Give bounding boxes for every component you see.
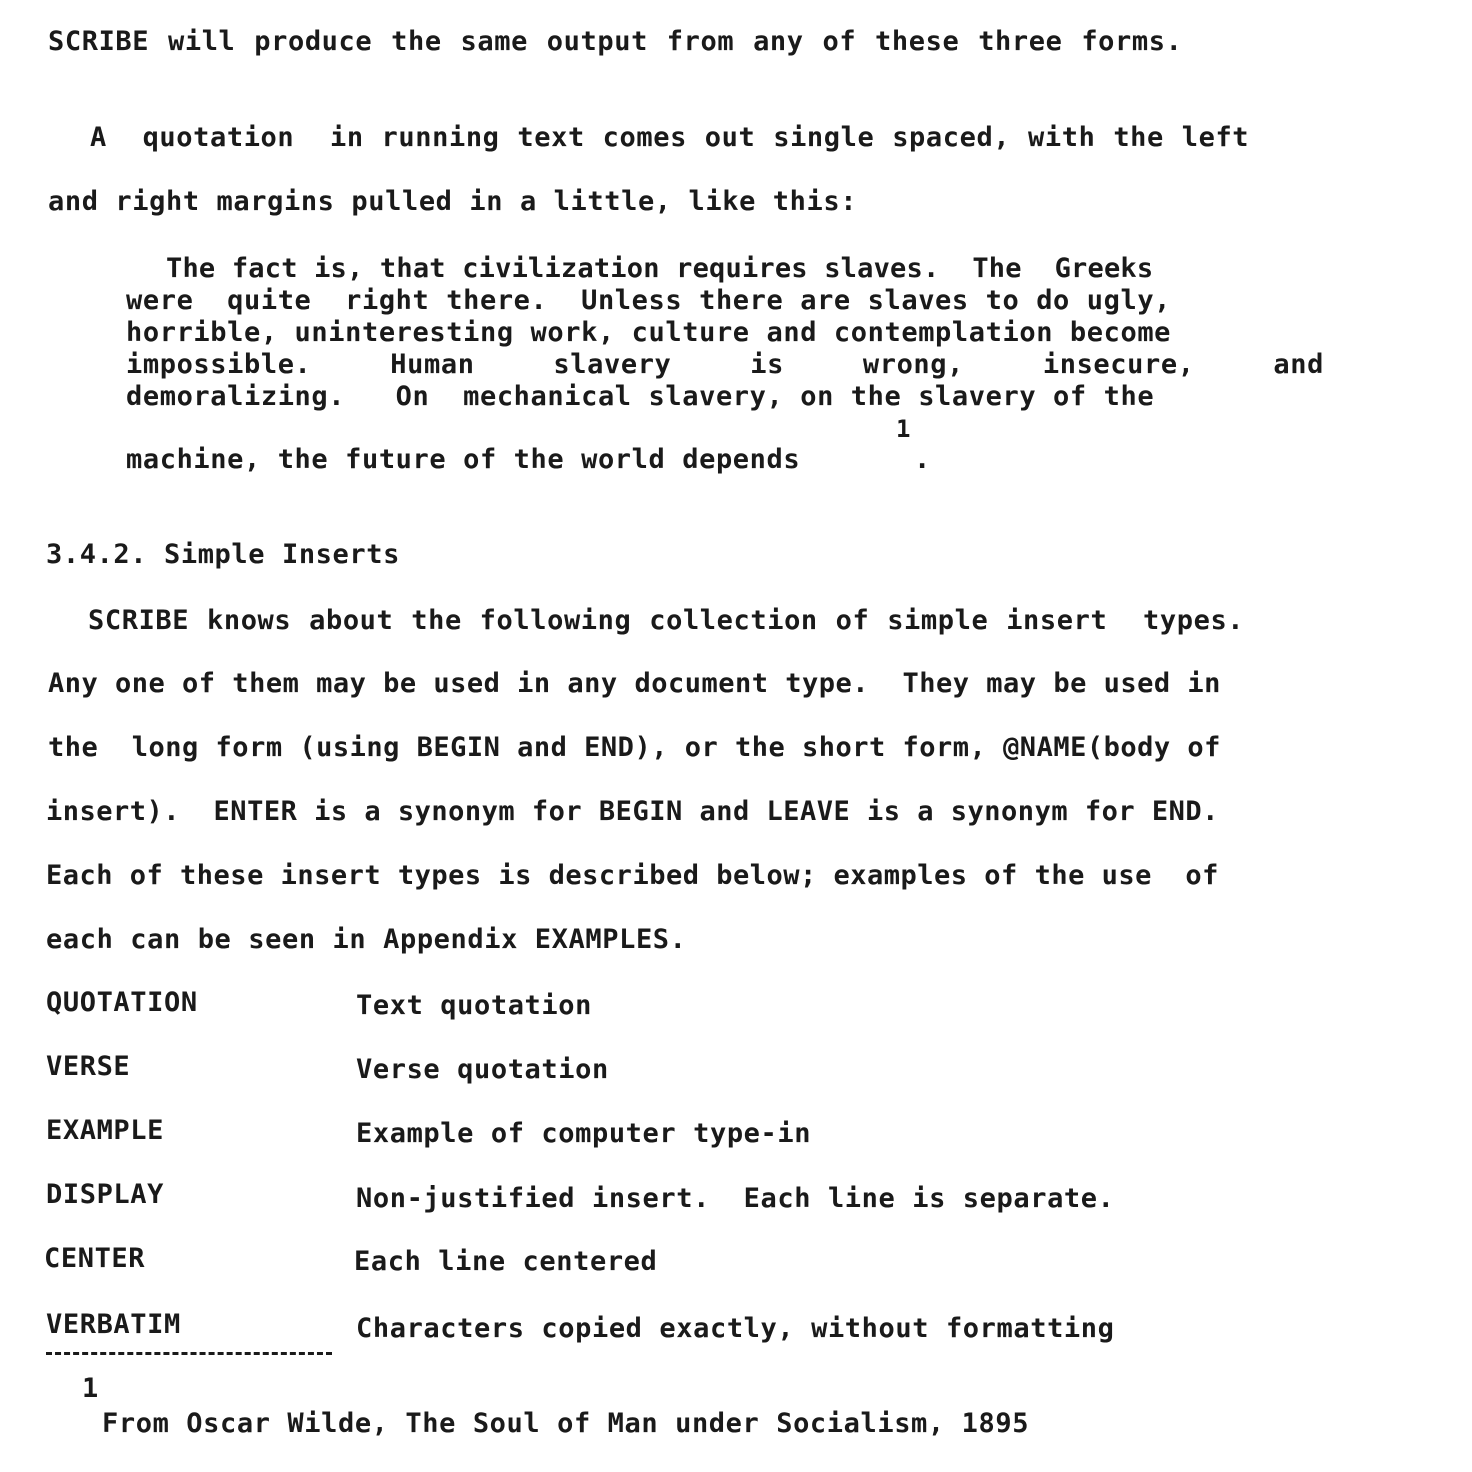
quote-word: impossible. [126, 349, 312, 380]
quote-word: slavery [553, 349, 672, 380]
inserts-para-line-5: Each of these insert types is described below; examples of the use of [46, 860, 1219, 891]
insert-type-name: VERSE [46, 1051, 131, 1082]
quote-word: wrong, [862, 349, 964, 380]
insert-type-name: VERBATIM [46, 1309, 181, 1340]
footnote-marker: 1 [896, 415, 912, 443]
block-quote-line-4 [126, 351, 1324, 378]
quotation-para-line-2: and right margins pulled in a little, like this: [48, 186, 858, 217]
insert-type-name: EXAMPLE [46, 1115, 164, 1146]
block-quote-line-5: demoralizing. On mechanical slavery, on the slavery of the [126, 381, 1155, 412]
insert-type-description: Non-justified insert. Each line is separate. [356, 1183, 1115, 1214]
block-quote-line-1: The fact is, that civilization requires slaves. The Greeks [166, 253, 1154, 284]
insert-type-description: Characters copied exactly, without formatting [356, 1313, 1115, 1344]
quote-word: insecure, [1042, 349, 1195, 380]
inserts-para-line-3: the long form (using BEGIN and END), or the short form, @NAME(body of [48, 732, 1221, 763]
insert-type-description: Example of computer type-in [356, 1118, 812, 1149]
quote-word: Human [390, 349, 475, 380]
inserts-para-line-6: each can be seen in Appendix EXAMPLES. [46, 924, 687, 955]
quote-word: and [1273, 349, 1324, 380]
quotation-para-line-1: A quotation in running text comes out single spaced, with the left [90, 122, 1250, 153]
inserts-para-line-4: insert). ENTER is a synonym for BEGIN and LEAVE is a synonym for END. [46, 796, 1219, 827]
section-heading: 3.4.2. Simple Inserts [46, 539, 400, 570]
insert-type-name: DISPLAY [46, 1179, 164, 1210]
block-quote-line-2: were quite right there. Unless there are slaves to do ugly, [126, 285, 1172, 316]
footnote-separator [46, 1352, 332, 1355]
footnote-number: 1 [82, 1373, 99, 1404]
inserts-para-line-1: SCRIBE knows about the following collection of simple insert types. [88, 605, 1245, 636]
block-quote-line-6-end: . [914, 444, 931, 475]
footnote-text: From Oscar Wilde, The Soul of Man under Socialism, 1895 [102, 1408, 1030, 1439]
insert-type-name: CENTER [44, 1243, 146, 1274]
intro-line: SCRIBE will produce the same output from any of these three forms. [48, 26, 1183, 57]
insert-type-description: Text quotation [356, 990, 592, 1021]
inserts-para-line-2: Any one of them may be used in any document type. They may be used in [48, 668, 1221, 699]
insert-type-name: QUOTATION [46, 987, 198, 1018]
insert-type-description: Verse quotation [356, 1054, 609, 1085]
insert-type-description: Each line centered [354, 1246, 658, 1277]
block-quote-line-6: machine, the future of the world depends [126, 444, 801, 475]
block-quote-line-3: horrible, uninteresting work, culture and contemplation become [126, 317, 1172, 348]
quote-word: is [750, 349, 784, 380]
